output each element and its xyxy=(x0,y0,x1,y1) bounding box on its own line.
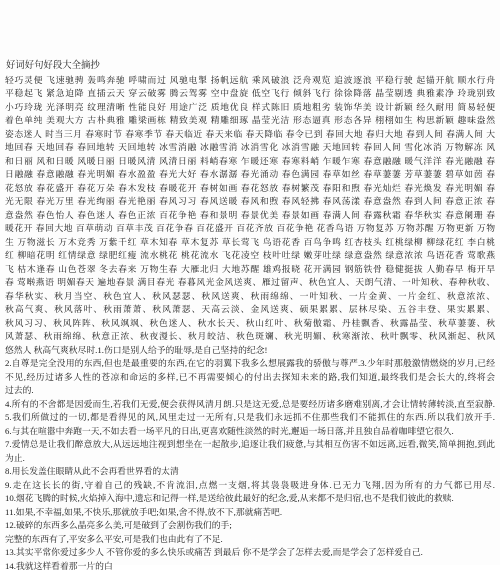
word-list-line: 地回春 天地回春 春回地转 天回地转 冰雪消融 冰融雪消 冰消雪化 冰消雪融 天地回转 春回人间 雪化冰消 万物解冻 风 xyxy=(5,142,495,152)
word-list-line: 平稳起飞 紧急迫降 直插云天 穿云破雾 腾云驾雾 空中盘旋 低空飞行 倾斜飞行 徐徐降落 晶莹剔透 典雅素净 玲珑别致 xyxy=(5,88,495,98)
word-list-line: 秋高气爽、秋风落叶、秋雨萧萧、秋风萧瑟、天高云淡、金风送爽、硕果累累、层林尽染、五谷丰登、果实累累、 xyxy=(5,304,495,314)
passage-line: 4.所有的不舍都是因爱而生,若我们无爱,便会获得风清月朗.只是这无爱,总是要经历诸多磨难别离,才会让情转薄转淡,直至寂静. xyxy=(5,398,495,409)
word-list-line: 小巧玲珑 光泽明亮 纹理清晰 性能良好 用途广泛 质地优良 样式陈旧 质地粗劣 装饰华美 设计新颖 经久耐用 简易轻便 xyxy=(5,101,495,112)
passage-line: 12.破碎的东西多么晶亮多么美,可是破到了会割伤我们的手; xyxy=(5,520,232,530)
passage-line: 14.我就这样看着那一片的白 xyxy=(5,560,113,571)
word-list-line: 飞 枯木逢春 山色苍翠 冬去春来 万物生春 大雁北归 大地苏醒 雄鸡报晓 花开满园 钢筋铁骨 稳健挺拔 人勤春早 梅开早 xyxy=(5,263,495,274)
passage-line: 6.与其在喧嚣中奔跑一天,不如去看一场平凡的日出,更喜欢随性淡然的时光,邂逅一场日落,并且独自品着咖啡望它很久. xyxy=(5,425,454,436)
word-list-line: 秋风习习、秋风阵阵、秋风飒飒、秋色迷人、秋水长天、秋山红叶、秋菊傲霜、丹桂飘香、秋露晶莹、秋草萋萋、秋 xyxy=(5,317,495,328)
word-list-line: 暖花开 春回大地 百草萌动 百草丰茂 百花争春 百花盛开 百花齐放 百花争艳 花香鸟语 万物复苏 万物苏醒 万物更新 万物 xyxy=(5,223,495,233)
passage-line: 2.自尊是完全没用的东西,但也是最重要的东西,在它的羽翼下我多么想展露我的骄傲与尊严.3.少年时那般激情燃烧的岁月,已经 xyxy=(5,358,495,368)
passage-line: 13.其实平常你爱过多少人 不管你爱的多么快乐或痛苦 到最后 你不是学会了怎样去爱,而是学会了怎样爱自己. xyxy=(5,547,423,557)
document-title: 好词好句好段大全摘抄 xyxy=(6,61,100,71)
passage-line: 不见,经历过诸多人性的苍凉和命运的多样,已不再需要倾心的付出去探知未来的路,我们知道,最终我们是会长大的,终将会 xyxy=(5,371,495,382)
passage-line: 7.爱情总是让我们醉意放大,从远远地注视到想坐在一起散步,追逐让我们疲惫,与其相互伤害不如远离,远看,微笑,简单拥抱,到此 xyxy=(5,439,495,449)
word-list-line: 生 万物滋长 万木竞秀 万紫千红 草木知春 草木复苏 草长莺飞 鸟语花香 百鸟争鸣 红杏枝头 红桃绿柳 柳绿花红 李白桃 xyxy=(5,236,495,247)
passage-line: 11.如果,不幸福,如果,不快乐,那就放手吧;如果,舍不得,放不下,那就痛苦吧. xyxy=(5,506,283,517)
passage-line: 8.用长发盖住眼睛从此不会再看世界看的太清 xyxy=(5,466,179,476)
word-list-line: 春华秋实、秋月当空、秋色宜人、秋风瑟瑟、秋风送爽、秋雨绵绵、一叶知秋、一片金黄、一片金红、秋意浓浓、 xyxy=(5,290,495,301)
word-list-line: 着色单纯 美观大方 古朴典雅 雕梁画栋 精致美观 精雕细琢 晶莹光洁 形态逼真 形态各异 栩栩如生 构思新颖 趣味盎然 xyxy=(5,115,495,125)
word-list-line: 轻巧灵便 飞速驰骋 轰鸣奔驰 呼啸而过 风驰电掣 扬帆远航 乘风破浪 泛舟观览 追波逐浪 平稳行驶 起锚开航 顺水行舟 xyxy=(5,74,495,85)
word-list-line: 红 柳暗花明 红情绿意 绿肥红瘦 流水桃花 桃花流水 飞花凌空 枝叶吐绿 嫩芽吐绿 绿意盎然 绿意浓浓 鸟语花香 莺歌燕 xyxy=(5,250,495,260)
passage-line: 9.走在这长长的街,守着自己的残缺,不肯流泪,点燃一支烟,将其袅袅吸进身体.已无力飞翔,因为所有的力气都已用尽. xyxy=(5,479,495,490)
word-list-line: 花怒放 春花盛开 春花万朵 春木发枝 春暖花开 春树如画 春花怒放 春树繁茂 春阳和煦 春光灿烂 春光焕发 春光明媚 春 xyxy=(5,182,495,193)
passage-line: 为止. xyxy=(5,452,25,463)
word-list-line: 春 莺啭燕语 明媚春天 遍地春景 满目春光 春暮风光金风送爽、雁过留声、秋色宜人、天朗气清、一叶知秋、春种秋收、 xyxy=(5,277,495,287)
passage-line: 5.我们所做过的一切,都是看得见的风,风里走过一无所有,只是我们永远抓不住那些我们不能抓住的东西.所以我们放开手. xyxy=(5,412,495,422)
word-list-line: 意盎然 春色怡人 春色迷人 春色正浓 百花争艳 春和景明 春景优美 春景如画 春满人间 春露秋霜 春华秋实 春意阑珊 春 xyxy=(5,209,495,220)
word-list-line: 日融融 春意融融 春光明媚 春水盈盈 春光大好 春水潺潺 春光涌动 春色满园 春草如丝 春草萋萋 芳草萋萋 碧草如茵 春 xyxy=(5,169,495,179)
passage-line: 10.烟花飞腾的时候,火焰掉入海中,遗忘和记得一样,是送给彼此最好的纪念,爱,从来都不是归宿,也不是我们彼此的救赎. xyxy=(5,493,454,503)
passage-line: 过去的. xyxy=(5,385,34,395)
word-list-line: 和日丽 风和日暖 风暖日丽 日暖风清 风清日丽 料峭春寒 乍暖还寒 春寒料峭 乍暖乍寒 春意融融 暖气洋洋 春光融融 春 xyxy=(5,155,495,166)
document-body xyxy=(5,60,495,571)
word-list-line: 姿态迷人 时当三月 春寒时节 春寒季节 春天临近 春天来临 春天降临 春令已到 春回大地 春归大地 春到人间 春满人间 大 xyxy=(5,128,495,139)
word-list-line: 光无限 春光万里 春光绚丽 春光艳丽 春风习习 春风送暖 春风和煦 春风轻拂 春风荡漾 春意盎然 春到人间 春意正浓 春 xyxy=(5,196,495,206)
passage-line: 悠然人 秋高气爽秋尽时.1.伤口是别人给予的耻辱,是自己坚持的纪念! xyxy=(5,344,268,355)
word-list-line: 风萧瑟、秋雨绵绵、秋意正浓、秋夜漫长、秋月皎洁、秋色斑斓、秋光明媚、秋寒渐浓、秋叶飘零、秋风渐起、秋风 xyxy=(5,331,495,341)
passage-line: 完整的东西有了,平安多么平安,可是我们也由此有了不足. xyxy=(5,533,223,544)
